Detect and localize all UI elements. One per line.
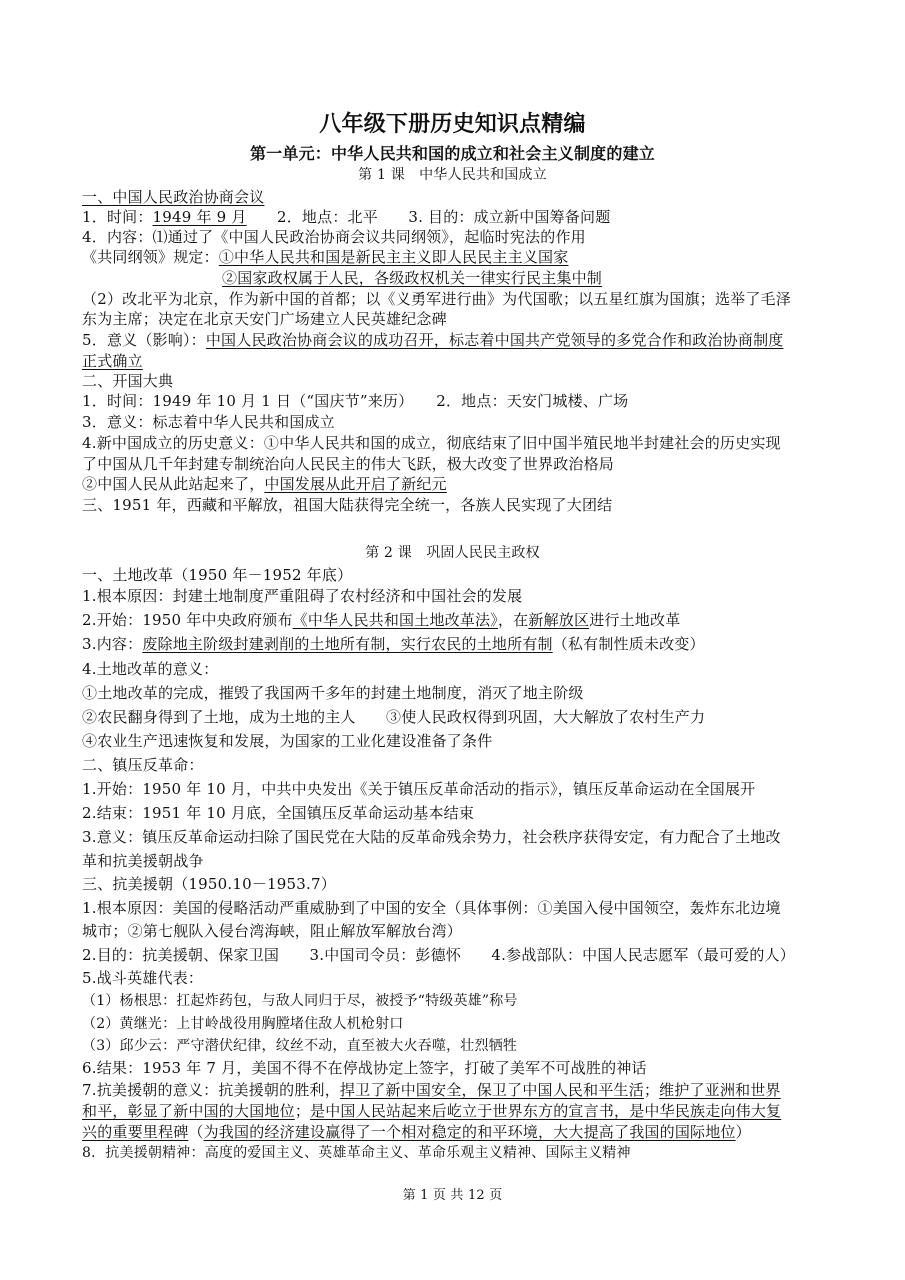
text-line: （2）黄继光：上甘岭战役用胸膛堵住敌人机枪射口 [82,1016,404,1032]
text-line: （3）邱少云：严守潜伏纪律，纹丝不动，直至被大火吞噬，壮烈牺牲 [82,1038,518,1054]
text-line: （2）改北平为北京，作为新中国的首都；以《义勇军进行曲》为代国歌；以五星红旗为国旗；选举了毛泽 [82,290,791,308]
section-title: 二、开国大典 [82,372,174,390]
text-line: 2.开始：1950 年中央政府颁布《中华人民共和国土地改革法》，在新解放区进行土地改革 [82,611,681,629]
text-line: 1.开始：1950 年 10 月，中共中央发出《关于镇压反革命活动的指示》，镇压反革命运动在全国展开 [82,780,756,798]
text-line: 5.战斗英雄代表： [82,969,204,987]
text-line: 革和抗美援朝战争 [82,852,204,870]
text-line: 2.结束：1951 年 10 月底，全国镇压反革命运动基本结束 [82,804,475,822]
underlined-text: 新解放区 [528,611,590,629]
underlined-text: 《中华人民共和国土地改革法》 [292,611,498,629]
text-line [82,351,143,371]
text-line: 7.抗美援朝的意义：抗美援朝的胜利，捍卫了新中国安全，保卫了中国人民和平生活；维护了亚洲和世界 [82,1081,781,1099]
text-line: 3.内容：废除地主阶级封建剥削的土地所有制，实行农民的土地所有制（私有制性质未改变） [82,635,705,653]
section-title: 三、1951 年，西藏和平解放，祖国大陆获得完全统一，各族人民实现了大团结 [82,496,613,514]
text-line: 4．内容：⑴通过了《中国人民政治协商会议共同纲领》，起临时宪法的作用 [82,228,586,246]
section-heading [82,187,264,207]
underlined-text: 废除地主阶级封建剥削的土地所有制，实行农民的土地所有制 [142,635,553,653]
underlined-text: ②国家政权属于人民，各级政权机关一律实行民主集中制 [222,269,603,287]
document-title: 八年级下册历史知识点精编 [319,111,586,137]
text-line: （1）杨根思：扛起炸药包，与敌人同归于尽，被授予“特级英雄”称号 [82,993,518,1009]
section-title: 三、抗美援朝（1950.10－1953.7） [82,875,336,893]
lesson-2-heading: 第 2 课 巩固人民民主政权 [365,545,540,561]
underlined-text: 1949 年 9 月 [152,208,247,226]
text-line: 了中国从几千年封建专制统治向人民民主的伟大飞跃，极大改变了世界政治格局 [82,455,615,473]
text-line [222,268,602,288]
text-line: 和平，彰显了新中国的大国地位；是中国人民站起来后屹立于世界东方的宣言书，是中华民族走向伟大复 [82,1102,782,1120]
text-line: 6.结果：1953 年 7 月，美国不得不在停战协定上签字，打破了美军不可战胜的神话 [82,1059,647,1077]
underlined-text: ①中华人民共和国是新民主主义即人民民主主义国家 [218,248,569,266]
text-line: 东为主席；决定在北京天安门广场建立人民英雄纪念碑 [82,310,447,328]
underlined-text: 兴的重要里程碑 [82,1123,189,1141]
text-line: ①土地改革的完成，摧毁了我国两千多年的封建土地制度，消灭了地主阶级 [82,684,584,702]
lesson-1-heading: 第 1 课 中华人民共和国成立 [358,167,547,183]
underlined-text: 中国人民政治协商会议的成功召开，标志着中国共产党领导的多党合作和政治协商制度 [205,331,784,349]
underlined-text: 和平，彰显了新中国的大国地位 [82,1102,295,1120]
text-line: ②中国人民从此站起来了，中国发展从此开启了新纪元 [82,475,447,493]
text-line: 兴的重要里程碑（为我国的经济建设赢得了一个相对稳定的和平环境，大大提高了我国的国际地位） [82,1123,751,1141]
text-line: 3.意义：镇压反革命运动扫除了国民党在大陆的反革命残余势力，社会秩序获得安定，有力配合了土地改 [82,828,781,846]
text-line: 《共同纲领》规定：①中华人民共和国是新民主主义即人民民主主义国家 [82,248,569,266]
section-title: 一、土地改革（1950 年－1952 年底） [82,566,353,584]
text-line: 5．意义（影响）：中国人民政治协商会议的成功召开，标志着中国共产党领导的多党合作和政治协商制度 [82,331,784,349]
text-line: 2.目的：抗美援朝、保家卫国 3.中国司令员：彭德怀 4.参战部队：中国人民志愿军（最可爱的人） [82,946,795,964]
text-line: 4.土地改革的意义： [82,660,219,678]
text-line: 4.新中国成立的历史意义：①中华人民共和国的成立，彻底结束了旧中国半殖民地半封建社会的历史实现 [82,434,781,452]
text-line: 1．时间：1949 年 9 月 2．地点：北平 3. 目的：成立新中国筹备问题 [82,208,611,226]
text-line: 8．抗美援朝精神：高度的爱国主义、英雄革命主义、革命乐观主义精神、国际主义精神 [82,1145,631,1161]
underlined-text: 维护了亚洲和世界 [659,1081,781,1099]
text-line: 1.根本原因：封建土地制度严重阻碍了农村经济和中国社会的发展 [82,587,523,605]
underlined-text: 捍卫了新中国安全，保卫了中国人民和平生活 [339,1081,644,1099]
section-title: 一、中国人民政治协商会议 [82,188,265,206]
underlined-text: 中国发展从此开启了新纪元 [264,475,447,493]
text-line: 城市；②第七舰队入侵台湾海峡，阻止解放军解放台湾） [82,922,463,940]
underlined-text: 是中国人民站起来后屹立于世界东方的宣言书，是中华民族走向伟大复 [310,1102,782,1120]
underlined-text: 正式确立 [82,352,143,370]
underlined-text: 为我国的经济建设赢得了一个相对稳定的和平环境，大大提高了我国的国际地位 [203,1123,736,1141]
page-footer: 第 1 页 共 12 页 [402,1188,503,1203]
text-line: ②农民翻身得到了土地，成为土地的主人 ③使人民政权得到巩固，大大解放了农村生产力 [82,708,706,726]
unit-title: 第一单元：中华人民共和国的成立和社会主义制度的建立 [249,144,655,163]
text-line: ④农业生产迅速恢复和发展，为国家的工业化建设准备了条件 [82,732,493,750]
text-line: 1.根本原因：美国的侵略活动严重威胁到了中国的安全（具体事例：①美国入侵中国领空，轰炸东北边境 [82,899,781,917]
text-line: 1．时间：1949 年 10 月 1 日（“国庆节”来历） 2．地点：天安门城楼、广场 [82,392,629,410]
section-title: 二、镇压反革命： [82,756,204,774]
text-line: 3．意义：标志着中华人民共和国成立 [82,413,335,431]
